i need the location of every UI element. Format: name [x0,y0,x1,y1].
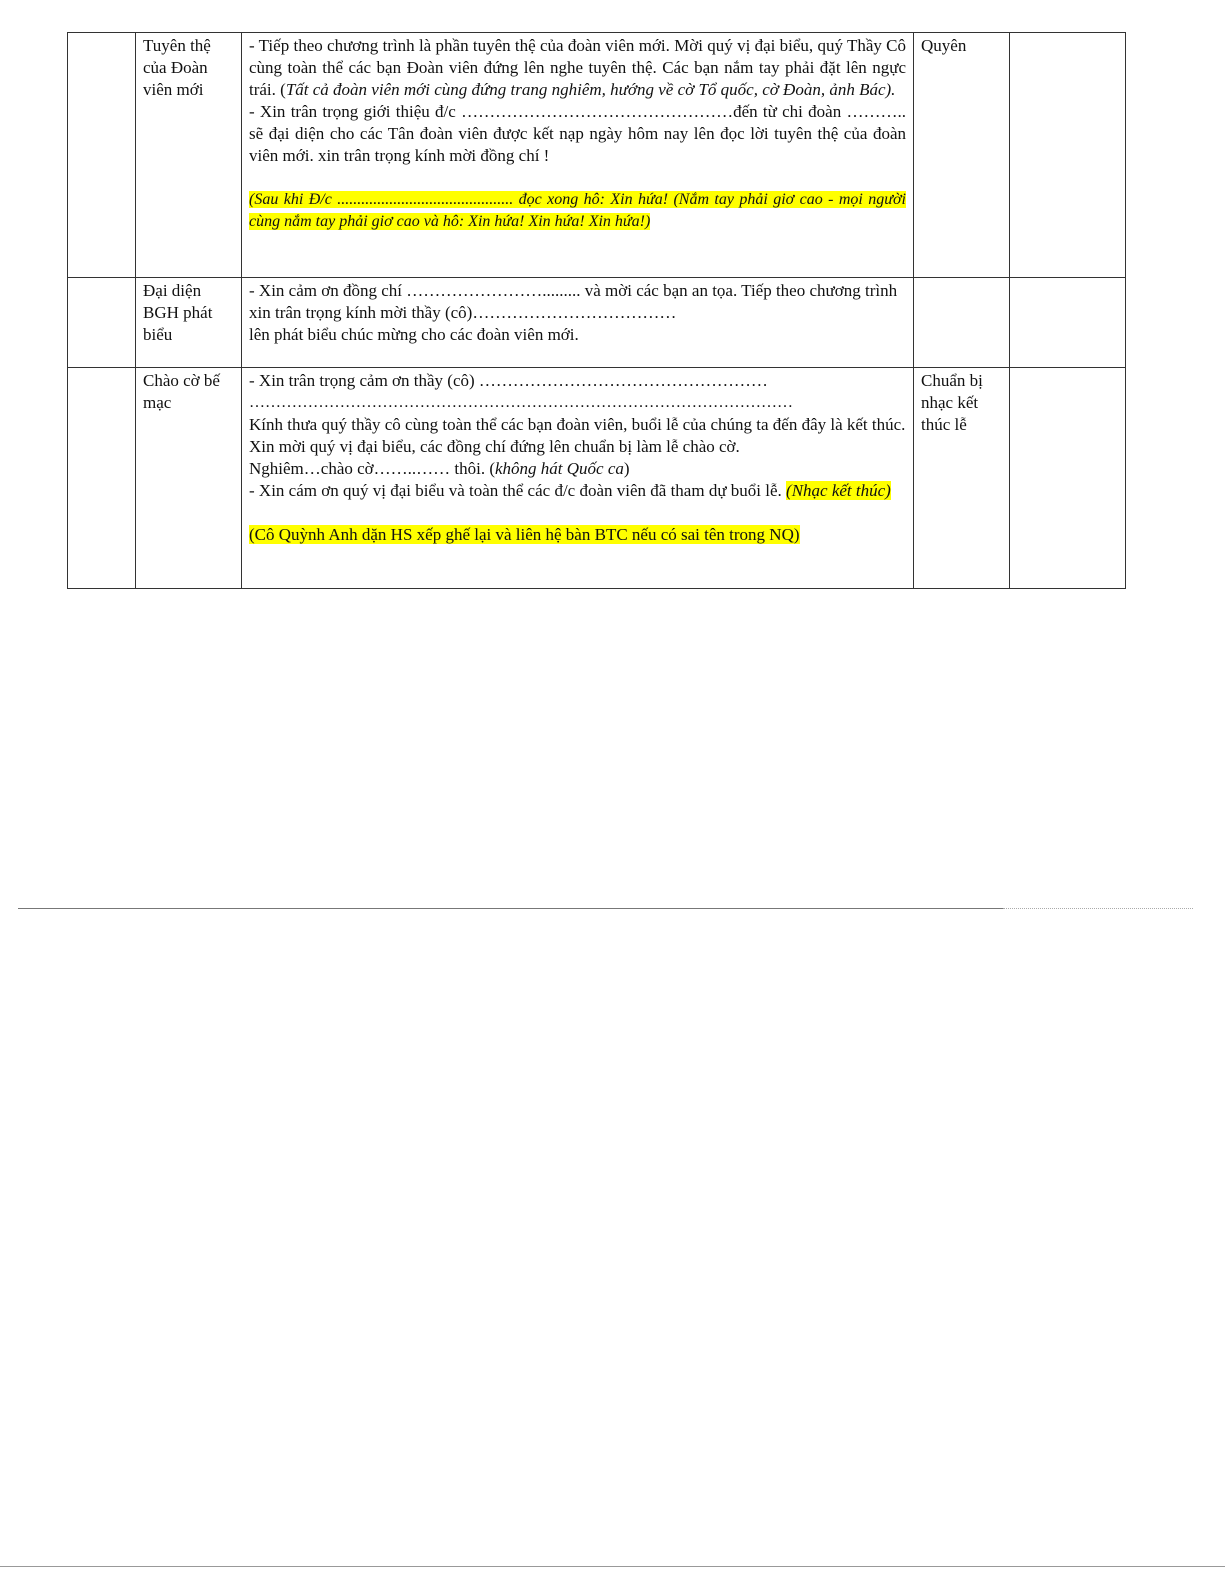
paragraph: ………………………………………………………………………………………… [249,394,793,411]
person-cell: Quyên [914,33,1010,278]
section-cell: Chào cờ bế mạc [136,368,242,589]
paragraph: - Xin trân trọng giới thiệu đ/c …………………………………………đến từ chi đoàn ……….. sẽ đại diện cho các Tân đoàn viên được kết nạp ngày hôm nay lên đọc lời tuyên thệ của đoàn viên mới. xin trân trọng kính mời đồng chí ! [249,102,906,165]
paragraph [249,35,906,101]
section-cell: Tuyên thệ của Đoàn viên mới [136,33,242,278]
person-cell [914,278,1010,368]
paragraph: - Xin cảm ơn đồng chí ……………………......... và mời các bạn an tọa. Tiếp theo chương trình xin trân trọng kính mời thầy (cô)……………………………… [249,281,898,322]
italic-text: Tất cả đoàn viên mới cùng đứng trang nghiêm, hướng về cờ Tổ quốc, cờ Đoàn, ảnh Bác). [285,80,896,99]
paragraph: - Xin trân trọng cảm ơn thầy (cô) …………………………………………… [249,371,768,390]
highlighted-text: (Sau khi Đ/c ............................................ đọc xong hô: Xin hứa! (Nắm tay phải giơ cao - mọi người cùng nắm tay phải giơ cao và hô: Xin hứa! Xin hứa! Xin hứa!) [249,191,906,230]
paragraph [249,480,906,502]
content-cell [242,33,914,278]
paragraph [249,189,906,233]
highlighted-text: (Cô Quỳnh Anh dặn HS xếp ghế lại và liên hệ bàn BTC nếu có sai tên trong NQ) [249,525,800,544]
text: - Xin cám ơn quý vị đại biểu và toàn thể các đ/c đoàn viên đã tham dự buổi lễ. [249,481,787,500]
time-cell [68,33,136,278]
time-cell [68,278,136,368]
text: Nghiêm…chào cờ……..…… thôi. ( [249,459,496,478]
page-divider-tail [1003,908,1193,910]
content-cell [242,278,914,368]
paragraph [249,524,906,546]
table-row [68,368,1126,589]
page-divider [18,908,1003,909]
italic-text: không hát Quốc ca [495,459,624,478]
note-cell [1010,368,1126,589]
bottom-rule [0,1566,1225,1567]
paragraph [249,458,906,480]
text: ) [623,459,630,478]
paragraph: Kính thưa quý thầy cô cùng toàn thể các bạn đoàn viên, buổi lễ của chúng ta đến đây là kết thúc. Xin mời quý vị đại biểu, các đồng chí đứng lên chuẩn bị làm lễ chào cờ. [249,415,906,456]
text: - Tiếp theo chương trình là phần tuyên thệ của đoàn viên mới. Mời quý vị đại biểu, quý Thầy Cô cùng toàn thể các bạn Đoàn viên đứng lên nghe tuyên thệ. Các bạn nắm tay phải đặt lên ngực trái. ( [249,36,906,99]
note-cell [1010,278,1126,368]
table-row [68,33,1126,278]
paragraph: lên phát biểu chúc mừng cho các đoàn viên mới. [249,325,579,344]
highlighted-text: (Nhạc kết thúc) [786,481,891,500]
note-cell [1010,33,1126,278]
content-cell [242,368,914,589]
program-table [67,32,1126,589]
table-row [68,278,1126,368]
time-cell [68,368,136,589]
section-cell: Đại diện BGH phát biểu [136,278,242,368]
person-cell: Chuẩn bị nhạc kết thúc lễ [914,368,1010,589]
